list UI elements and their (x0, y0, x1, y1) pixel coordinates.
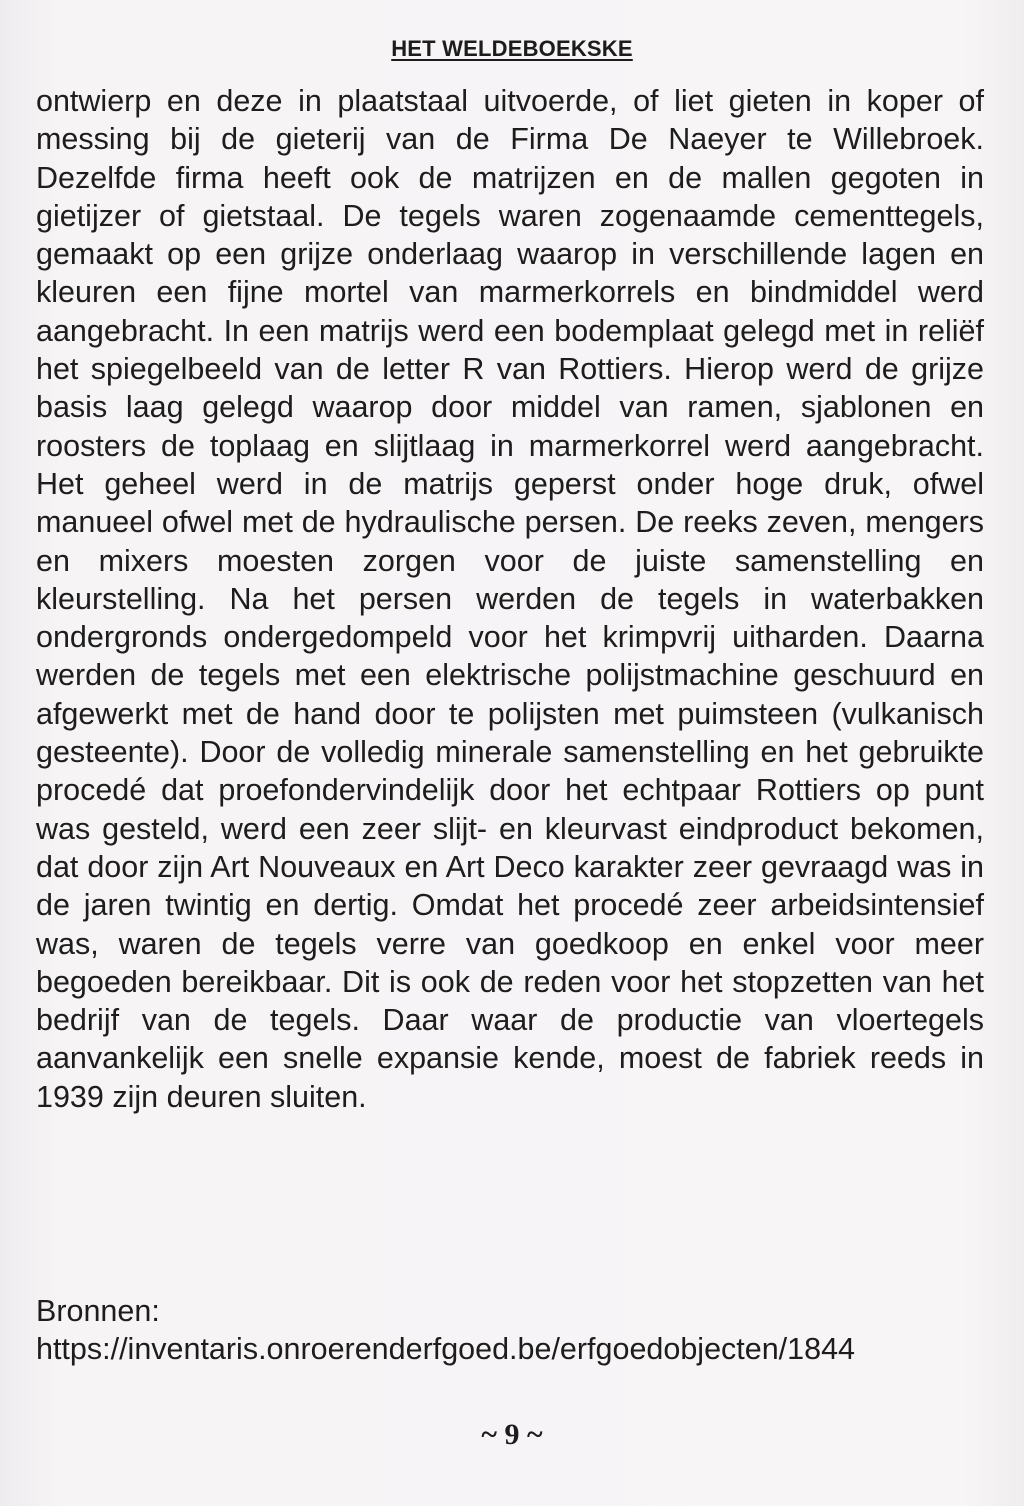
sources-section (36, 1292, 996, 1369)
sources-label: Bronnen: (36, 1294, 160, 1328)
body-paragraph: ontwierp en deze in plaatstaal uitvoerde, of liet gieten in koper of messing bij de gieterij van de Firma De Naeyer te Willebroek. Dezelfde firma heeft ook de matrijzen en de mallen gegoten in gietijzer of gietstaal. De tegels waren zogenaamde cementtegels, gemaakt op een grijze onderlaag waarop in verschillende lagen en kleuren een fijne mortel van marmerkorrels en bindmiddel werd aangebracht. In een matrijs werd een bodemplaat gelegd met in reliëf het spiegelbeeld van de letter R van Rottiers. Hierop werd de grijze basis laag gelegd waarop door middel van ramen, sjablonen en roosters de toplaag en slijtlaag in marmerkorrel werd aangebracht. Het geheel werd in de matrijs geperst onder hoge druk, ofwel manueel ofwel met de hydraulische persen. De reeks zeven, mengers en mixers moesten zorgen voor de juiste samenstelling en kleurstelling. Na het persen werden de tegels in waterbakken ondergronds ondergedompeld voor het krimpvrij uitharden. Daarna werden de tegels met een elektrische polijstmachine geschuurd en afgewerkt met de hand door te polijsten met puimsteen (vulkanisch gesteente). Door de volledig minerale samenstelling en het gebruikte procedé dat proefondervindelijk door het echtpaar Rottiers op punt was gesteld, werd een zeer slijt- en kleurvast eindproduct bekomen, dat door zijn Art Nouveaux en Art Deco karakter zeer gevraagd was in de jaren twintig en dertig. Omdat het procedé zeer arbeidsintensief was, waren de tegels verre van goedkoop en enkel voor meer begoeden bereikbaar. Dit is ook de reden voor het stopzetten van het bedrijf van de tegels. Daar waar de productie van vloertegels aanvankelijk een snelle expansie kende, moest de fabriek reeds in 1939 zijn deuren sluiten. (36, 84, 984, 1114)
page-number: ~ 9 ~ (481, 1418, 543, 1451)
publication-title: HET WELDEBOEKSKE (391, 36, 633, 61)
page-header (0, 36, 1024, 62)
source-link[interactable]: https://inventaris.onroerenderfgoed.be/erfgoedobjecten/1844 (36, 1332, 856, 1367)
